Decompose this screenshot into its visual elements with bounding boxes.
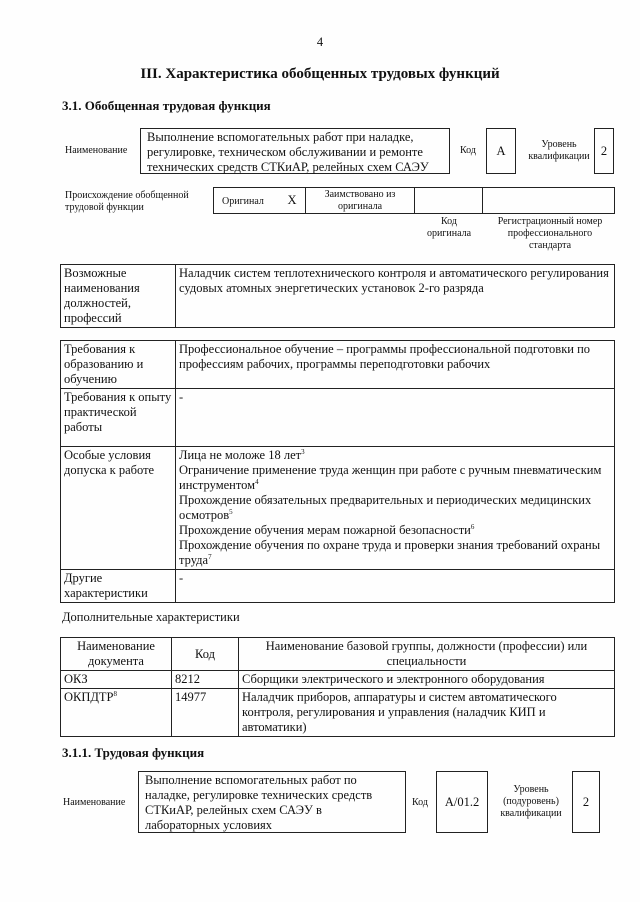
code-label: Код (460, 145, 476, 156)
lf-name-label: Наименование (63, 797, 126, 808)
admission-item: Прохождение обучения мерам пожарной безопасности$^6$ (179, 522, 475, 537)
level-label: Уровень квалификации (528, 139, 590, 162)
header-code: Код (172, 638, 239, 671)
admission-item: Прохождение обучения по охране труда и проверки знания требований охраны труда$^7$ (179, 538, 601, 567)
header-document: Наименование документа (61, 638, 172, 671)
education-value: Профессиональное обучение – программы профессиональной подготовки по профессиям рабочих, программы переподготовки рабочих (176, 341, 615, 389)
positions-label: Возможные наименования должностей, профессий (61, 265, 176, 328)
admission-item: Прохождение обязательных предварительных и периодических медицинских осмотров$^5$ (179, 493, 592, 522)
positions-table (60, 264, 615, 328)
requirements-table (60, 340, 615, 603)
lf-code-label: Код (412, 797, 428, 808)
table-row (61, 671, 615, 689)
row-document: ОКПДТР$^8$ (61, 689, 172, 737)
section-title: III. Характеристика обобщенных трудовых функций (140, 66, 500, 82)
labor-function-heading: 3.1.1. Трудовая функция (62, 745, 205, 760)
experience-label: Требования к опыту практической работы (61, 389, 176, 447)
admission-item: Лица не моложе 18 лет$^3$ (179, 447, 305, 462)
admission-conditions (176, 447, 615, 570)
experience-value: - (176, 389, 615, 447)
labor-function-name: Выполнение вспомогательных работ по наладке, регулировке технических средств СТКиАР, релейных схем САЭУ в лабораторных условиях (138, 771, 406, 833)
borrowed-label: Заимствовано из оригинала (324, 189, 396, 212)
lf-level-value: 2 (572, 771, 600, 833)
additional-title: Дополнительные характеристики (62, 610, 240, 624)
origin-label: Происхождение обобщенной трудовой функции (65, 190, 189, 213)
code-original-label: Код оригинала (426, 216, 472, 239)
generalized-function-name: Выполнение вспомогательных работ при наладке, регулировке, техническом обслуживании и ремонте технических средств СТКиАР, релейных схем САЭУ (140, 128, 450, 174)
original-label: Оригинал (222, 196, 264, 207)
reg-number-label: Регистрационный номер профессионального стандарта (497, 216, 603, 251)
row-group-name: Сборщики электрического и электронного оборудования (239, 671, 615, 689)
row-document: ОКЗ (61, 671, 172, 689)
original-mark: X (287, 193, 297, 207)
level-value: 2 (594, 128, 614, 174)
additional-table (60, 637, 615, 737)
lf-level-label: Уровень (подуровень) квалификации (500, 784, 562, 819)
other-characteristics-value: - (176, 570, 615, 603)
code-value: А (486, 128, 516, 174)
education-label: Требования к образованию и обучению (61, 341, 176, 389)
name-label: Наименование (65, 145, 128, 156)
divider (414, 187, 415, 214)
row-code: 8212 (172, 671, 239, 689)
admission-label: Особые условия допуска к работе (61, 447, 176, 570)
admission-item: Ограничение применение труда женщин при работе с ручным пневматическим инструментом$^4$ (179, 463, 602, 492)
generalized-function-heading: 3.1. Обобщенная трудовая функция (62, 98, 271, 113)
row-group-name: Наладчик приборов, аппаратуры и систем автоматического контроля, регулирования и управления (наладчик КИП и автоматики) (239, 689, 615, 737)
page-number: 4 (316, 35, 324, 49)
positions-value: Наладчик систем теплотехнического контроля и автоматического регулирования судовых атомных энергетических установок 2-го разряда (176, 265, 615, 328)
table-row (61, 689, 615, 737)
row-code: 14977 (172, 689, 239, 737)
lf-code-value: А/01.2 (436, 771, 488, 833)
divider (305, 187, 306, 214)
other-characteristics-label: Другие характеристики (61, 570, 176, 603)
divider (482, 187, 483, 214)
header-group-name: Наименование базовой группы, должности (профессии) или специальности (239, 638, 615, 671)
